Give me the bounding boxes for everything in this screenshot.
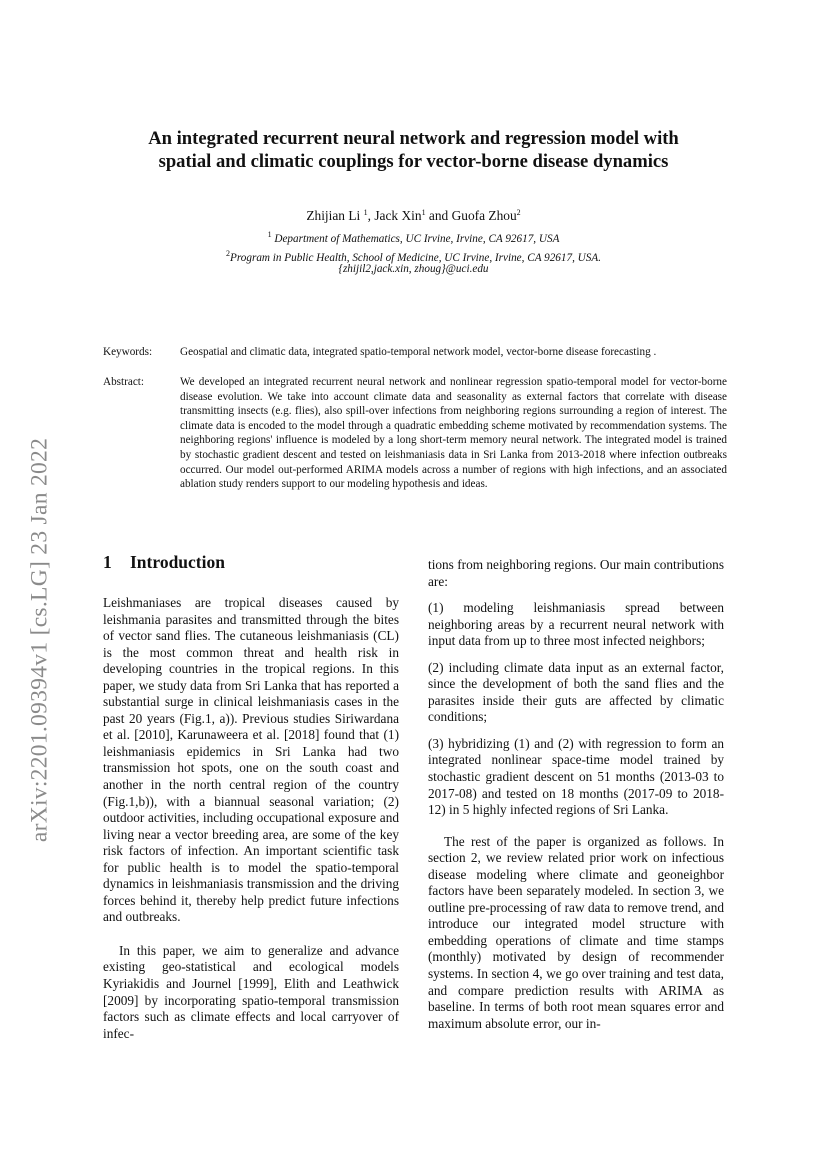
- author-sup: 1: [421, 208, 426, 217]
- affiliation-1: [100, 227, 727, 247]
- arxiv-id: arXiv:2201.09394v1 [cs.LG] 23 Jan 2022: [26, 437, 53, 843]
- abstract-text: We developed an integrated recurrent neural network and nonlinear regression spatio-temporal model for vector-borne disease evolution. We take into account climate data and seasonality as external factors that correlate with disease transmitting insects (e.g. flies), also spill-over infections from neighboring regions surrounding a region of interest. The climate data is encoded to the model through a quadratic embedding scheme motivated by recommendation systems. The neighboring regions' influence is modeled by a long short-term memory neural network. The integrated model is trained by stochastic gradient descent and tested on leishmaniasis data in Sri Lanka from 2013-2018 where infection outbreaks occurred. Our model out-performed ARIMA models across a number of regions with high infections, and an associated ablation study renders support to our modeling hypothesis and ideas.: [180, 376, 727, 491]
- title-line-2: spatial and climatic couplings for vector-borne disease dynamics: [158, 151, 669, 172]
- affiliation-sup: 2: [226, 249, 230, 258]
- author-name: and Guofa Zhou: [425, 208, 517, 223]
- author-sup: 1: [363, 208, 368, 217]
- contribution-item-2: (2) including climate data input as an external factor, since the development of both the sand flies and the parasites inside their guts are affected by climatic conditions;: [428, 659, 724, 725]
- organization-paragraph: The rest of the paper is organized as follows. In section 2, we review related prior work on infectious disease modeling where climate and geoneighbor factors have been separately modeled. In section 3, we outline pre-processing of raw data to remove trend, and introduce our integrated model structure with embedding operations of climate and time stamps (monthly) motivated by design of recommender systems. In section 4, we go over training and test data, and compare prediction results with ARIMA as baseline. In terms of both root mean squares error and maximum absolute error, our in-: [428, 833, 724, 1031]
- left-column: [103, 595, 399, 1042]
- section-heading: [103, 552, 225, 573]
- keywords-label: Keywords:: [103, 346, 153, 358]
- intro-paragraph-2: In this paper, we aim to generalize and advance existing geo-statistical and ecological models Kyriakidis and Journel [1999], Elith and Leathwick [2009] by incorporating spatio-temporal transmission factors such as climate effects and local carryover of infec-: [103, 942, 399, 1041]
- right-column: [428, 557, 724, 1032]
- contribution-item-1: (1) modeling leishmaniasis spread between neighboring areas by a recurrent neural network with input data from up to three most infected neighbors;: [428, 600, 724, 649]
- affiliation-text: Program in Public Health, School of Medicine, UC Irvine, Irvine, CA 92617, USA.: [230, 252, 601, 264]
- paper-title: [100, 127, 727, 173]
- contribution-item-3: (3) hybridizing (1) and (2) with regression to form an integrated nonlinear space-time model trained by stochastic gradient descent on 51 months (2013-03 to 2017-08) and tested on 18 months (2017-09 to 2018-12) in 5 highly infected regions of Sri Lanka.: [428, 735, 724, 818]
- section-number: 1: [103, 552, 112, 572]
- author-name: , Jack Xin: [367, 208, 422, 223]
- author-sup: 2: [516, 208, 521, 217]
- contributions-intro: tions from neighboring regions. Our main contributions are:: [428, 557, 724, 589]
- affiliation-text: Department of Mathematics, UC Irvine, Irvine, CA 92617, USA: [271, 233, 560, 245]
- keywords-text: Geospatial and climatic data, integrated spatio-temporal network model, vector-borne disease forecasting .: [180, 346, 657, 358]
- section-title: Introduction: [130, 552, 225, 572]
- arxiv-watermark: [20, 365, 60, 915]
- author-list: [100, 204, 727, 224]
- author-name: Zhijian Li: [306, 208, 361, 223]
- title-line-1: An integrated recurrent neural network and regression model with: [148, 128, 679, 149]
- affiliation-sup: 1: [267, 230, 272, 239]
- intro-paragraph-1: Leishmaniases are tropical diseases caused by leishmania parasites and transmitted through the bites of vector sand flies. The cutaneous leishmaniasis (CL) is the most common threat and health risk in developing countries in the tropical regions. In this paper, we study data from Sri Lanka that has reported a substantial surge in clinical leishmaniasis cases in the past 20 years (Fig.1, a)). Previous studies Siriwardana et al. [2010], Karunaweera et al. [2018] found that (1) leishmaniasis epidemics in Sri Lanka had two transmission hot spots, one on the south coast and another in the north central region of the country (Fig.1,b)), with a biannual seasonal variation; (2) outdoor activities, including occupational exposure and living near a vector breeding area, are some of the key risk factors of infection. An important scientific task for public health is to model the spatio-temporal dynamics in leishmaniasis transmission and the driving forces behind it, thereby help predict future infections and outbreaks.: [103, 595, 399, 925]
- abstract-label: Abstract:: [103, 376, 145, 388]
- author-emails: {zhijil2,jack.xin, zhoug}@uci.edu: [338, 263, 489, 275]
